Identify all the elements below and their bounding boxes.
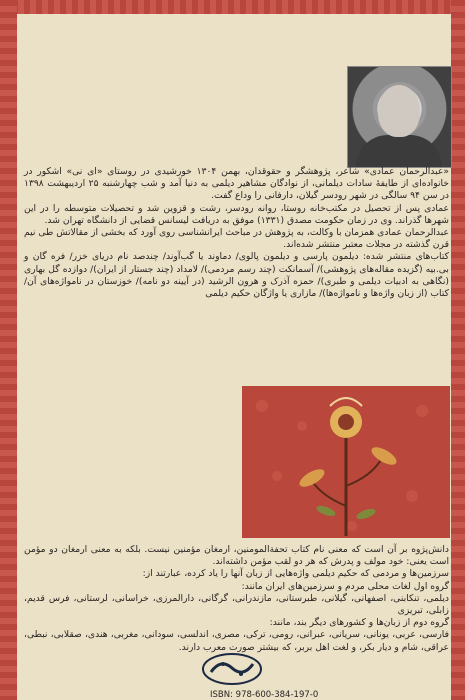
author-photo-suit [356, 135, 442, 167]
right-pattern-border [451, 0, 465, 700]
floral-illustration [242, 386, 450, 538]
bio-paragraph: عمادی پس از تحصیل در مکتب‌خانه روستا، روانه رودسر، رشت و قزوین شد و تحصیلات متوسطه را در این شهرها گذراند. وی در زمان حکومت مصدق (۱۳۳۱) موفق به دریافت لیسانس قضایی از دانشگاه تهران شد. [24, 202, 449, 226]
book-introduction [24, 544, 449, 654]
isbn-label: ISBN: 978-600-384-197-0 [210, 690, 319, 700]
intro-paragraph: گروه اول لغات محلی مردم و سرزمین‌های ایران مانند: [241, 580, 449, 592]
left-pattern-border [0, 0, 17, 700]
publisher-logo [201, 652, 263, 686]
intro-paragraph: دیلمی، تنکابنی، اصفهانی، گیلانی، طبرستانی، مازندرانی، گرگانی، دارالمرزی، خراسانی، لرستانی، فرس قدیم، زابلی، تبریزی [24, 592, 449, 617]
intro-paragraph: دانش‌پژوه بر آن است که معنی نام کتاب تحفة‌المومنین، ارمغان مؤمنین نیست. بلکه به معنی ارمغان دو مؤمن است یعنی: خود مولف و پدرش که هر دو لقب مؤمن داشته‌اند. [24, 544, 449, 568]
intro-paragraph: سرزمین‌ها و مردمی که حکیم دیلمی واژه‌هایی از زبان آنها را یاد کرده، عبارتند از: [142, 568, 449, 580]
top-pattern-border [0, 0, 465, 14]
bio-paragraph: «عبدالرحمان عمادی» شاعر، پژوهشگر و حقوقدان، بهمن ۱۳۰۴ خورشیدی در روستای «ای نی» اشکور در خانواده‌ای از طایفهٔ سادات دیلمانی، از نوادگان مشاهیر دیلمی به دنیا آمد و شب چهارشنبه ۲۵ اردیبهشت ۱۳۹۸ در سن ۹۴ سالگی در شهر رودسر گیلان، دارفانی را وداع گفت. [24, 166, 449, 202]
intro-paragraph: فارسی، عربی، یونانی، سریانی، عبرانی، رومی، ترکی، مصری، اندلسی، سودانی، مغربی، هندی، صقلابی، نبطی، عراقی، شام و دیار بکر، و لغت اهل بربر، که بیشتر صورت معرب دارند. [24, 629, 449, 653]
bio-paragraph: کتاب‌های منتشر شده: دیلمون پارسی و دیلمون پالوی/ دماوند یا گب‌آوند/ چندصد نام دریای خزر/ فره گان و بی.بیه (گزیده مقاله‌های پژوهشی)/ آسمانکت (چند رسم مردمی)/ لامداد (چند جستار از ایران)/ دوازده گل بهاری (نگاهی به ادبیات دیلمی و طبری)/ حمزه آذرک و هرون الرشید (در آیینه دو نامه)/ خوزستان در نامواژه‌های آن/ کتاب (از زبان واژه‌ها و نامواژه‌ها)/ مازاری یا واژگان حکیم دیلمی [24, 251, 449, 300]
intro-paragraph: گروه دوم از زبان‌ها و کشورهای دیگر بند، مانند: [269, 617, 449, 629]
floral-illustration-svg [242, 386, 450, 538]
author-biography [24, 166, 449, 300]
publisher-logo-icon [201, 652, 263, 686]
author-photo [347, 66, 452, 168]
bio-paragraph: عبدالرحمان عمادی همزمان با وکالت، به پژوهش در مباحث ایرانشناسی روی آورد که بخشی از مقالاتش طی نیم قرن گذشته در مجلات معتبر منتشر شده‌اند. [24, 227, 449, 251]
author-photo-face [378, 85, 420, 137]
